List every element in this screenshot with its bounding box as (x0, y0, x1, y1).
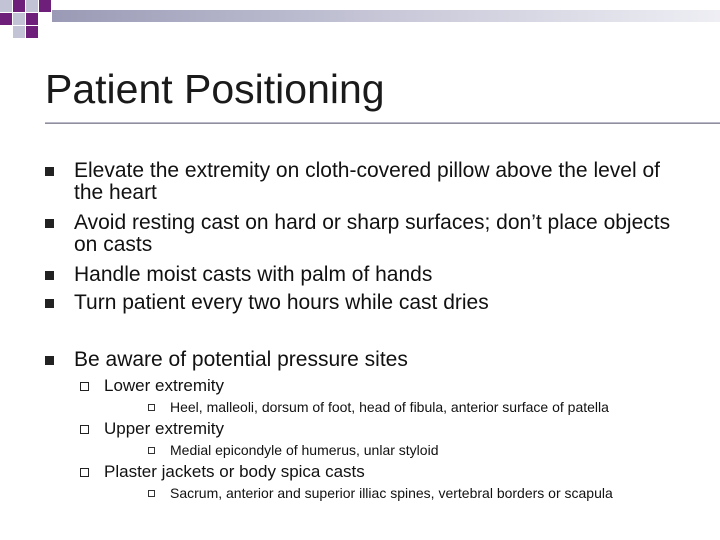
hollow-square-bullet-icon (148, 490, 155, 497)
detail-text: Heel, malleoli, dorsum of foot, head of fibula, anterior surface of patella (170, 399, 609, 415)
hollow-square-bullet-icon (148, 447, 155, 454)
square-bullet-icon (45, 271, 54, 280)
hollow-square-bullet-icon (80, 468, 89, 477)
bullet-text: Be aware of potential pressure sites (74, 348, 408, 371)
bullet-text: Avoid resting cast on hard or sharp surfaces; don’t place objects on casts (74, 211, 671, 256)
detail-text: Medial epicondyle of humerus, unlar styloid (170, 442, 439, 458)
title-divider-highlight (45, 122, 720, 123)
bullet-text: Elevate the extremity on cloth-covered pillow above the level of the heart (74, 159, 660, 204)
sub-bullet-label: Lower extremity (104, 376, 224, 395)
square-bullet-icon (45, 219, 54, 228)
sub-bullet-label: Plaster jackets or body spica casts (104, 462, 365, 481)
bullet-text: Turn patient every two hours while cast dries (74, 291, 489, 314)
square-bullet-icon (45, 167, 54, 176)
hollow-square-bullet-icon (148, 404, 155, 411)
hollow-square-bullet-icon (80, 382, 89, 391)
bullet-text: Handle moist casts with palm of hands (74, 263, 433, 286)
square-bullet-icon (45, 356, 54, 365)
square-bullet-icon (45, 299, 54, 308)
header-decoration (0, 0, 720, 40)
sub-bullet-label: Upper extremity (104, 419, 224, 438)
hollow-square-bullet-icon (80, 425, 89, 434)
slide-title: Patient Positioning (45, 66, 385, 112)
detail-text: Sacrum, anterior and superior illiac spines, vertebral borders or scapula (170, 485, 613, 501)
